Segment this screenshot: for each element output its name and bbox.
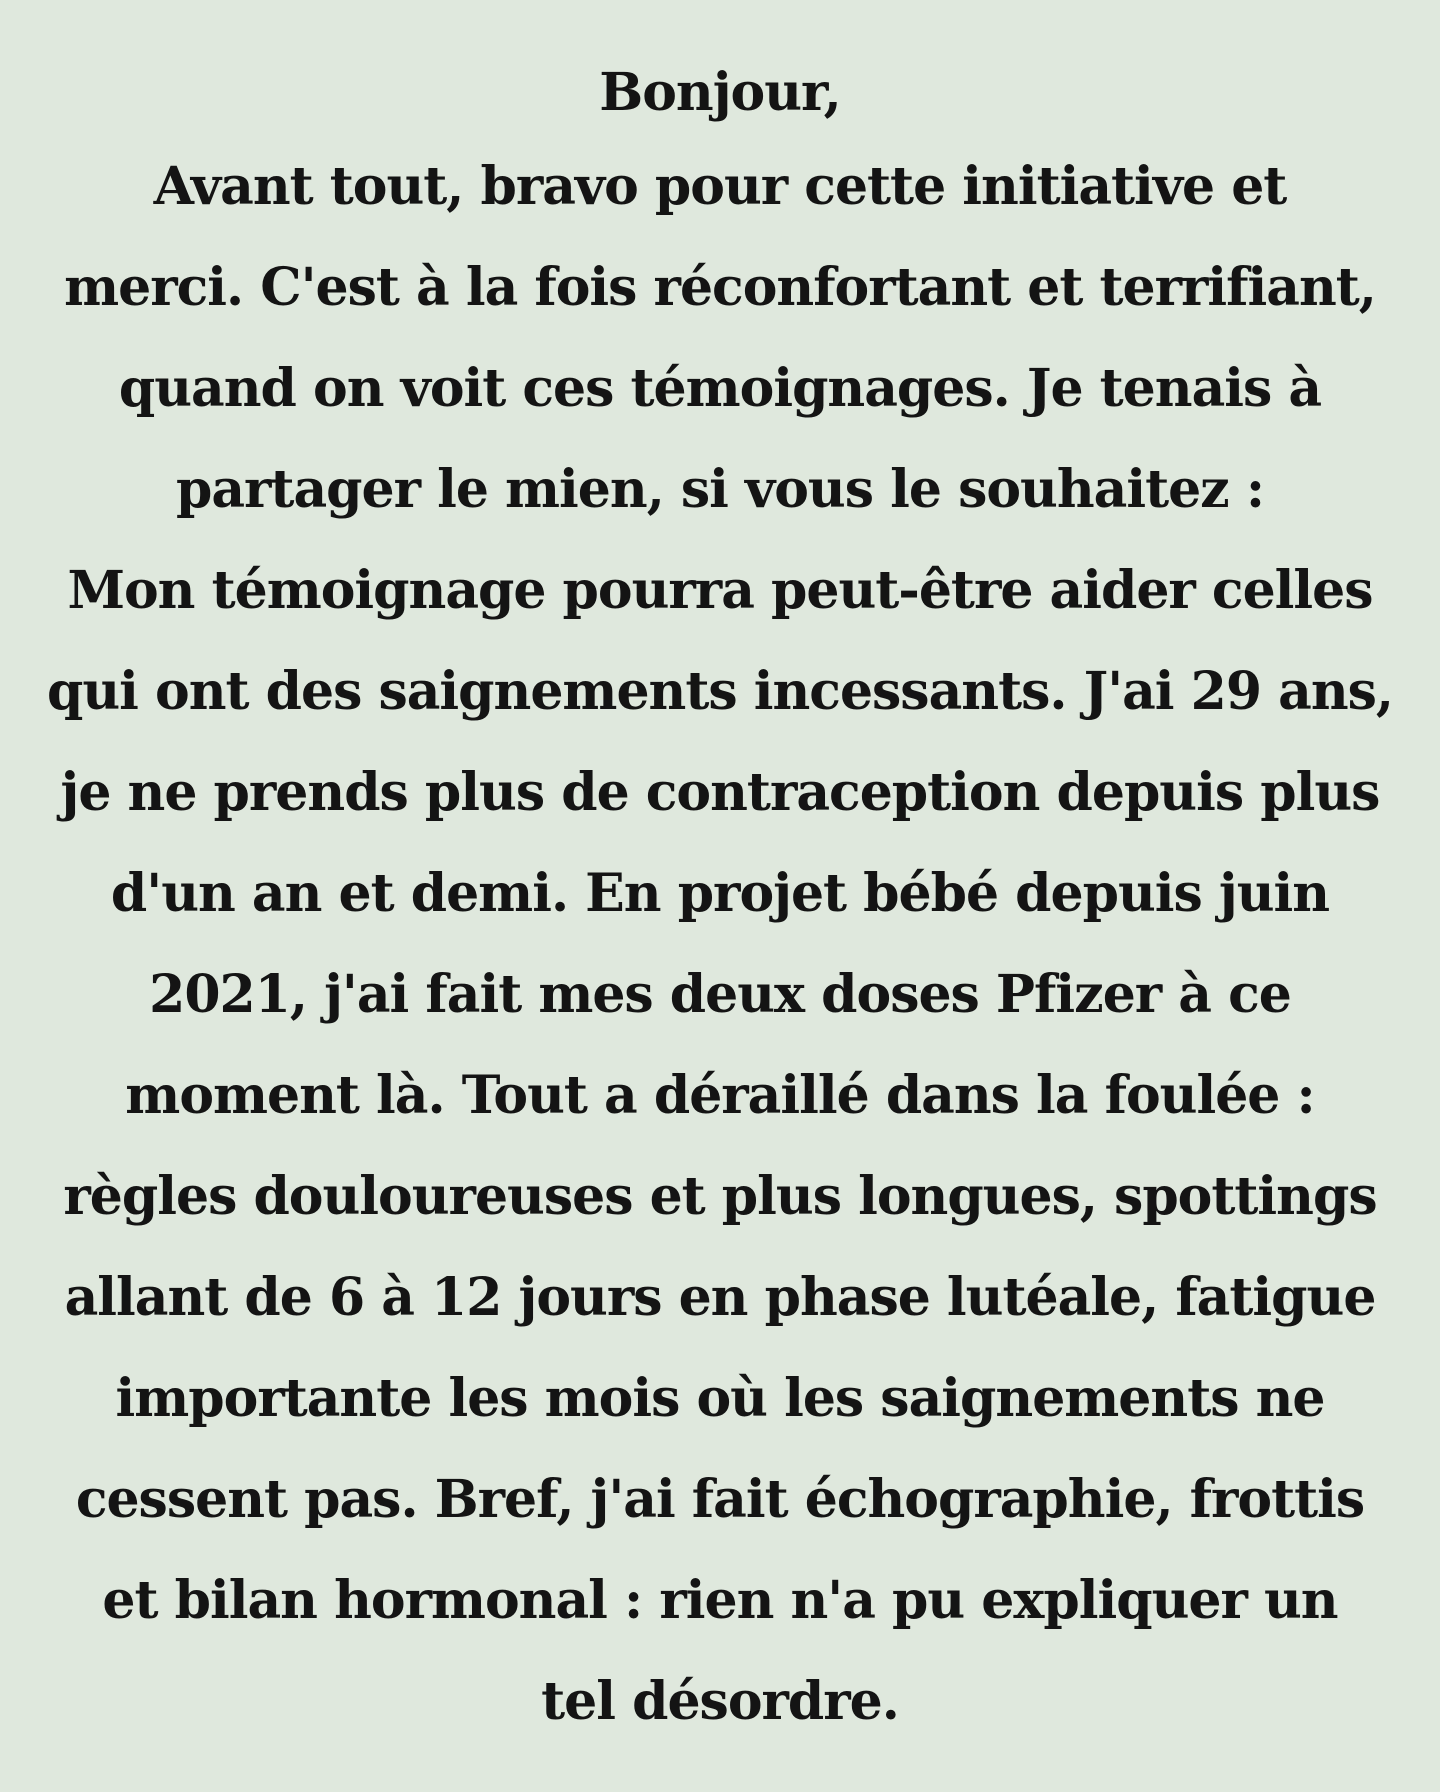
text-line: règles douloureuses et plus longues, spottings: [63, 1166, 1377, 1227]
text-line: qui ont des saignements incessants. J'ai 29 ans,: [46, 661, 1394, 722]
text-line: importante les mois où les saignements ne: [115, 1368, 1325, 1429]
text-line: Avant tout, bravo pour cette initiative et: [153, 156, 1287, 217]
text-line: merci. C'est à la fois réconfortant et terrifiant,: [64, 257, 1376, 318]
text-line: cessent pas. Bref, j'ai fait échographie, frottis: [75, 1469, 1365, 1530]
text-line: allant de 6 à 12 jours en phase lutéale, fatigue: [64, 1267, 1376, 1328]
text-line: 2021, j'ai fait mes deux doses Pfizer à ce: [149, 964, 1291, 1025]
text-line: d'un an et demi. En projet bébé depuis juin: [110, 863, 1330, 924]
text-line: je ne prends plus de contraception depuis plus: [60, 762, 1380, 823]
text-line: quand on voit ces témoignages. Je tenais à: [118, 358, 1322, 419]
text-line: tel désordre.: [541, 1671, 899, 1732]
text-line: et bilan hormonal : rien n'a pu expliquer un: [102, 1570, 1338, 1631]
text-line: moment là. Tout a déraillé dans la foulée :: [125, 1065, 1315, 1126]
greeting: Bonjour,: [599, 62, 841, 123]
text-line: partager le mien, si vous le souhaitez :: [175, 459, 1265, 520]
text-line: Mon témoignage pourra peut-être aider celles: [67, 560, 1373, 621]
